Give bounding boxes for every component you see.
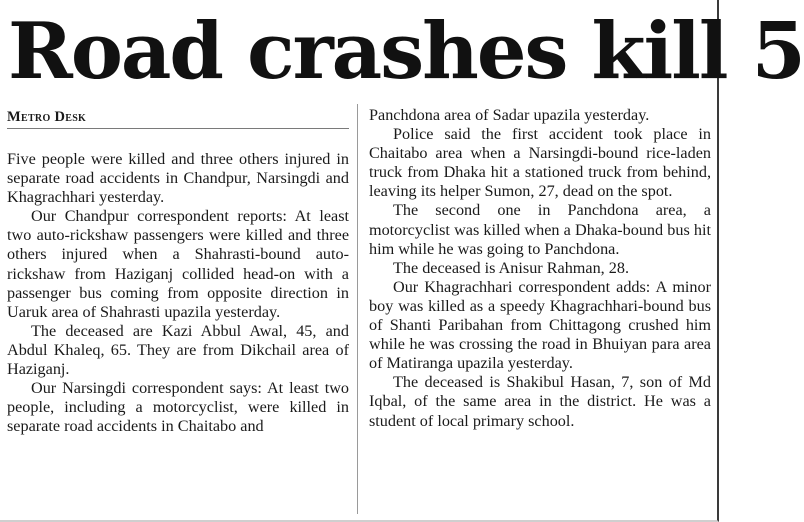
left-column — [7, 106, 349, 436]
paragraph: The deceased is Anisur Rahman, 28. — [393, 258, 630, 277]
paragraph: Panchdona area of Sadar upazila yesterday. — [369, 106, 650, 124]
paragraph: The deceased is Shakibul Hasan, 7, son of Md Iqbal, of the same area in the district. He was a student of local primary school. — [369, 373, 711, 430]
paragraph: Our Chandpur correspondent reports: At least two auto-rickshaw passengers were killed and three others injured when a Shahrasti-bound auto-rickshaw from Haziganj collided head-on with a passenger bus coming from opposite direction in Uaruk area of Shahrasti upazila yesterday. — [7, 207, 349, 321]
paragraph: Our Narsingdi correspondent says: At least two people, including a motorcyclist, were killed in separate road accidents in Chaitabo and — [7, 379, 349, 436]
paragraph: The deceased are Kazi Abbul Awal, 45, and Abdul Khaleq, 65. They are from Dikchail area of Haziganj. — [7, 321, 349, 379]
paragraph: Our Khagrachhari correspondent adds: A minor boy was killed as a speedy Khagrachhari-bound bus of Shanti Paribahan from Chittagong crushed him while he was crossing the road in Bhuiyan para area of Matiranga upazila yesterday. — [369, 277, 711, 373]
column-divider — [357, 104, 358, 514]
right-column — [369, 106, 711, 431]
paragraph: Police said the first accident took place in Chaitabo area when a Narsingdi-bound rice-laden truck from Dhaka hit a stationed truck from behind, leaving its helper Sumon, 27, dead on the spot. — [369, 125, 711, 201]
byline: Metro Desk — [7, 106, 349, 129]
headline: Road crashes kill 5 — [8, 6, 804, 97]
paragraph: The second one in Panchdona area, a motorcyclist was killed when a Dhaka-bound bus hit him while he was going to Panchdona. — [369, 201, 711, 258]
paragraph: Five people were killed and three others injured in separate road accidents in Chandpur, Narsingdi and Khagrachhari yesterday. — [7, 150, 349, 207]
